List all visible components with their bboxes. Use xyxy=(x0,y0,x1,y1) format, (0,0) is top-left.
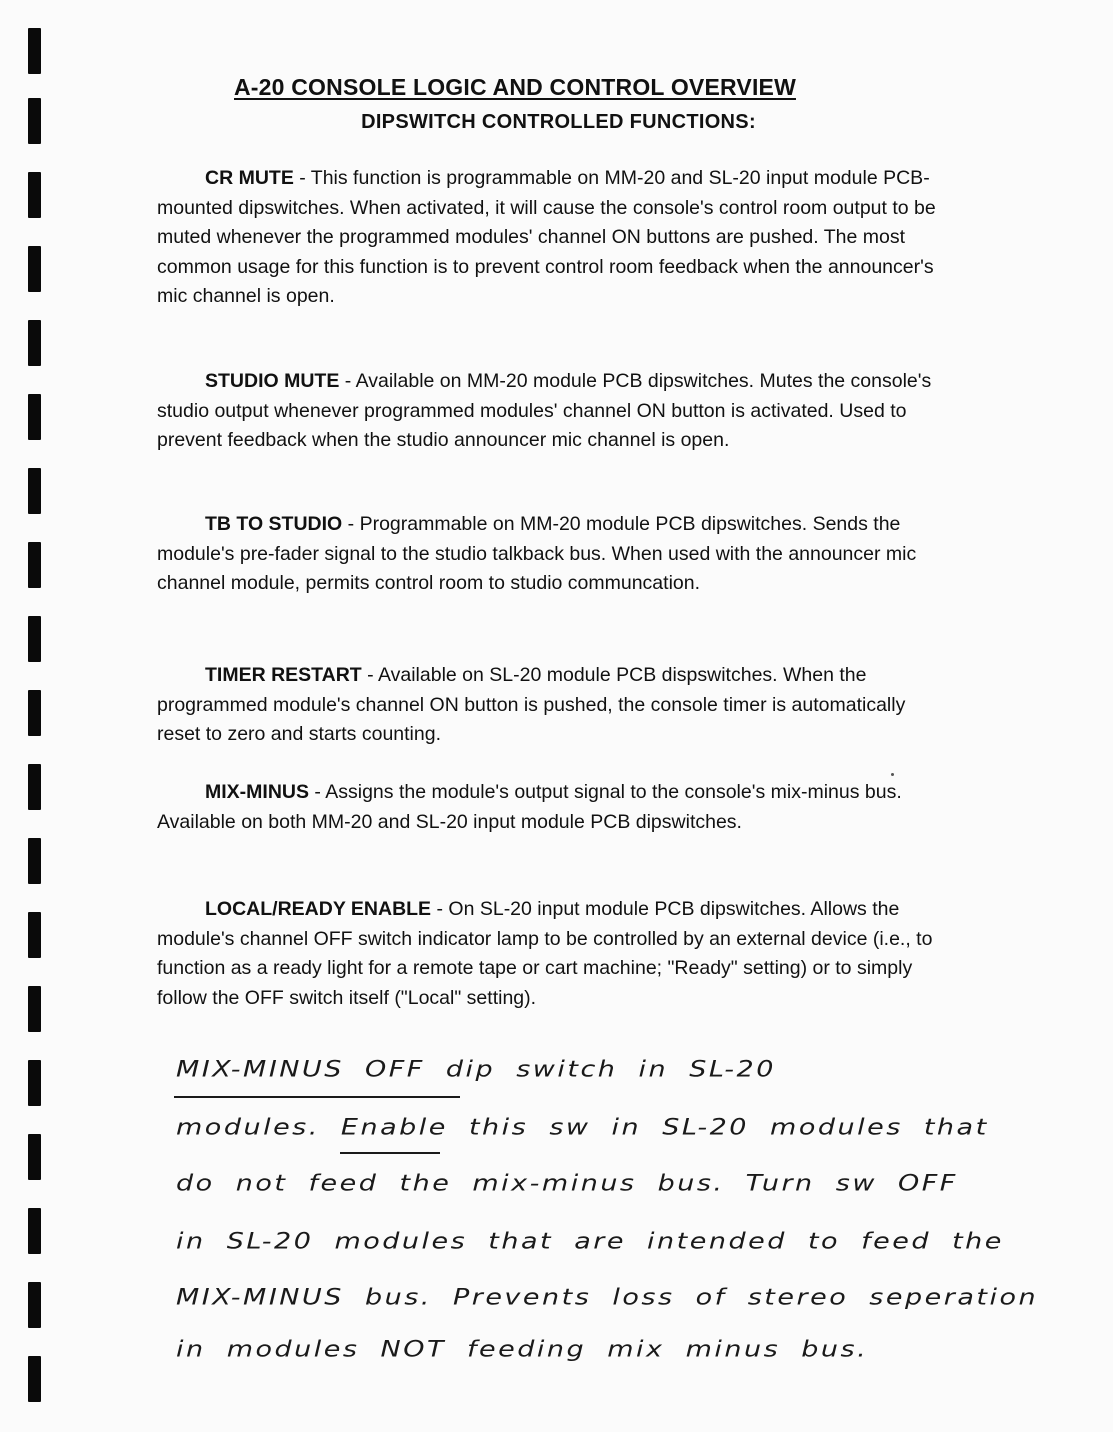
section-term: TB TO STUDIO xyxy=(205,513,343,535)
binding-mark xyxy=(28,1134,41,1180)
binding-mark xyxy=(28,616,41,662)
handwritten-line: MIX-MINUS OFF dip switch in SL-20 xyxy=(176,1056,776,1083)
section-studio-mute xyxy=(157,367,937,456)
binding-mark xyxy=(28,1060,41,1106)
binding-mark xyxy=(28,246,41,292)
handwritten-line: in SL-20 modules that are intended to feed the xyxy=(176,1228,1004,1255)
binding-mark xyxy=(28,986,41,1032)
page-title: A-20 CONSOLE LOGIC AND CONTROL OVERVIEW xyxy=(234,74,796,100)
section-text: - On SL-20 input module PCB dipswitches. Allows the module's channel OFF switch indicator lamp to be controlled by an external device (i.e., to function as a ready light for a remote tape or cart machine; "Ready" setting) or to simply follow the OFF switch itself ("Local" setting). xyxy=(157,898,933,1009)
binding-mark xyxy=(28,542,41,588)
section-text: - Available on MM-20 module PCB dipswitches. Mutes the console's studio output whenever programmed modules' channel ON button is activated. Used to prevent feedback when the studio announcer mic channel is open. xyxy=(157,370,932,452)
page-subtitle: DIPSWITCH CONTROLLED FUNCTIONS: xyxy=(361,111,756,133)
binding-mark xyxy=(28,1282,41,1328)
section-text: - Assigns the module's output signal to the console's mix-minus bus. Available on both MM-20 and SL-20 input module PCB dipswitches. xyxy=(157,781,902,833)
section-mix-minus xyxy=(157,778,937,837)
section-tb-to-studio xyxy=(157,510,937,599)
binding-mark xyxy=(28,838,41,884)
section-term: TIMER RESTART xyxy=(205,664,362,686)
section-term: STUDIO MUTE xyxy=(205,370,340,392)
binding-mark xyxy=(28,28,41,74)
handwritten-line: in modules NOT feeding mix minus bus. xyxy=(176,1336,869,1363)
section-term: LOCAL/READY ENABLE xyxy=(205,898,432,920)
section-text: - Available on SL-20 module PCB dispswitches. When the programmed module's channel ON button is pushed, the console timer is automatically reset to zero and starts counting. xyxy=(157,664,906,746)
section-timer-restart xyxy=(157,661,937,750)
binding-mark xyxy=(28,468,41,514)
section-term: CR MUTE xyxy=(205,167,294,189)
binding-mark xyxy=(28,690,41,736)
section-text: - This function is programmable on MM-20 and SL-20 input module PCB-mounted dipswitches. When activated, it will cause the console's control room output to be muted whenever the programmed modules' channel ON buttons are pushed. The most common usage for this function is to prevent control room feedback when the announcer's mic channel is open. xyxy=(157,167,936,308)
binding-mark xyxy=(28,394,41,440)
binding-mark xyxy=(28,764,41,810)
section-term: MIX-MINUS xyxy=(205,781,309,803)
handwritten-underline xyxy=(174,1096,460,1098)
handwritten-underline xyxy=(340,1152,440,1154)
handwritten-line: modules. Enable this sw in SL-20 modules that xyxy=(176,1114,989,1141)
binding-mark xyxy=(28,172,41,218)
binding-marks xyxy=(28,0,44,1432)
handwritten-line: MIX-MINUS bus. Prevents loss of stereo seperation xyxy=(176,1284,1039,1311)
handwritten-line: do not feed the mix-minus bus. Turn sw OFF xyxy=(176,1170,958,1197)
binding-mark xyxy=(28,1356,41,1402)
section-local-ready-enable xyxy=(157,895,937,1013)
section-cr-mute xyxy=(157,164,937,312)
binding-mark xyxy=(28,320,41,366)
binding-mark xyxy=(28,912,41,958)
section-text: - Programmable on MM-20 module PCB dipswitches. Sends the module's pre-fader signal to the studio talkback bus. When used with the announcer mic channel module, permits control room to studio communcation. xyxy=(157,513,917,595)
stray-mark xyxy=(891,773,894,776)
binding-mark xyxy=(28,1208,41,1254)
